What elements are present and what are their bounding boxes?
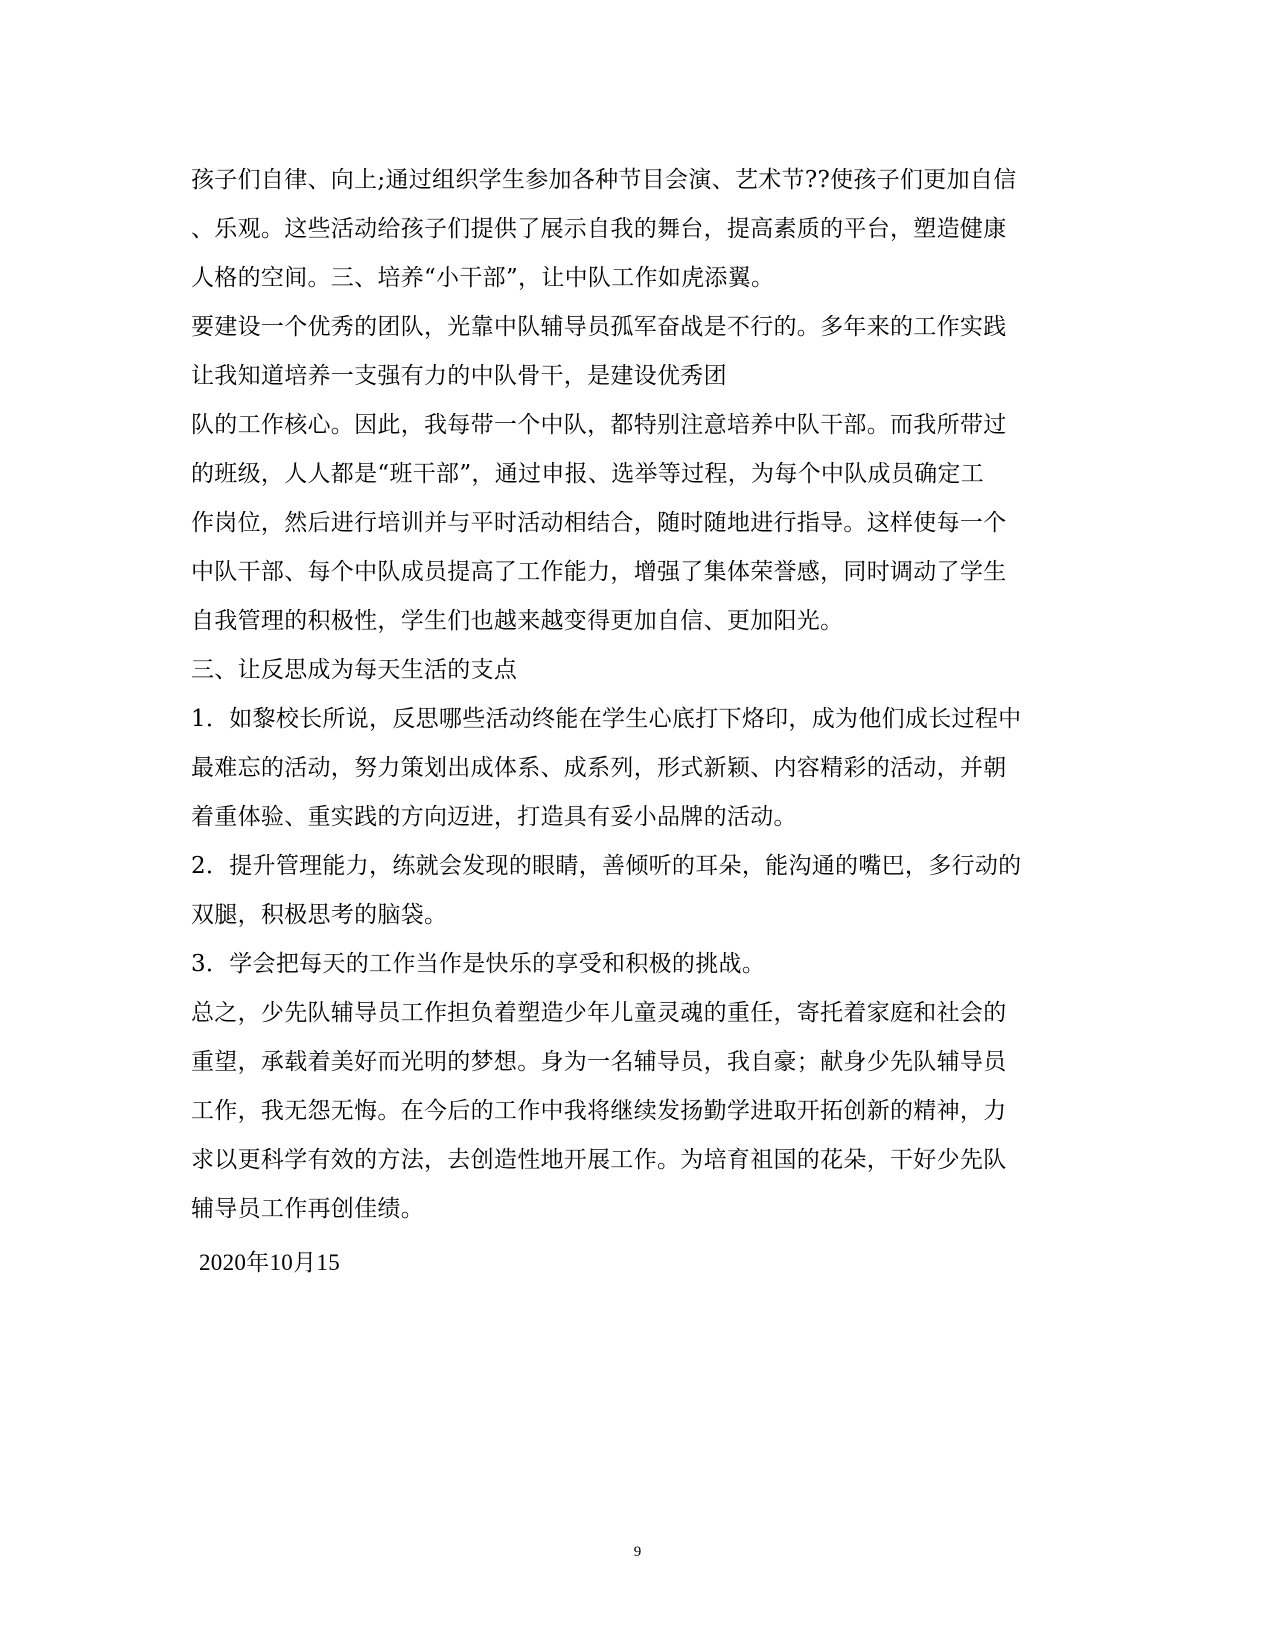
text-line: 最难忘的活动，努力策划出成体系、成系列，形式新颖、内容精彩的活动，并朝 (191, 755, 1007, 781)
text-line: 的班级，人人都是“班干部”，通过申报、选举等过程，为每个中队成员确定工 (191, 461, 985, 487)
text-line: 求以更科学有效的方法，去创造性地开展工作。为培育祖国的花朵，干好少先队 (191, 1147, 1007, 1173)
text-line: 着重体验、重实践的方向迈进，打造具有妥小品牌的活动。 (191, 804, 797, 830)
text-line: 队的工作核心。因此，我每带一个中队，都特别注意培养中队干部。而我所带过 (191, 412, 1007, 438)
text-line: 总之，少先队辅导员工作担负着塑造少年儿童灵魂的重任，寄托着家庭和社会的 (191, 1000, 1007, 1026)
document-body (191, 156, 1081, 1287)
page-number: 9 (633, 1544, 642, 1560)
text-line: 3．学会把每天的工作当作是快乐的享受和积极的挑战。 (191, 951, 766, 977)
text-line: 人格的空间。三、培养“小干部”，让中队工作如虎添翼。 (191, 265, 775, 291)
text-line: 作岗位，然后进行培训并与平时活动相结合，随时随地进行指导。这样使每一个 (191, 510, 1007, 536)
text-line: 2．提升管理能力，练就会发现的眼睛，善倾听的耳朵，能沟通的嘴巴，多行动的 (191, 853, 1022, 879)
text-line: 孩子们自律、向上;通过组织学生参加各种节目会演、艺术节??使孩子们更加自信 (191, 167, 1017, 193)
text-line: 1．如黎校长所说，反思哪些活动终能在学生心底打下烙印，成为他们成长过程中 (191, 706, 1022, 732)
text-line: 自我管理的积极性，学生们也越来越变得更加自信、更加阳光。 (191, 608, 844, 634)
text-line: 让我知道培养一支强有力的中队骨干，是建设优秀团 (191, 363, 727, 389)
text-line: 重望，承载着美好而光明的梦想。身为一名辅导员，我自豪；献身少先队辅导员 (191, 1049, 1007, 1075)
text-line: 双腿，积极思考的脑袋。 (191, 902, 448, 928)
text-line: 要建设一个优秀的团队，光靠中队辅导员孤军奋战是不行的。多年来的工作实践 (191, 314, 1007, 340)
document-date: 2020年10月15 (199, 1250, 340, 1275)
text-line: 辅导员工作再创佳绩。 (191, 1196, 424, 1222)
text-line: 、乐观。这些活动给孩子们提供了展示自我的舞台，提高素质的平台，塑造健康 (191, 216, 1007, 242)
text-line: 中队干部、每个中队成员提高了工作能力，增强了集体荣誉感，同时调动了学生 (191, 559, 1007, 585)
section-heading: 三、让反思成为每天生活的支点 (191, 657, 518, 683)
text-line: 工作，我无怨无悔。在今后的工作中我将继续发扬勤学进取开拓创新的精神，力 (191, 1098, 1007, 1124)
